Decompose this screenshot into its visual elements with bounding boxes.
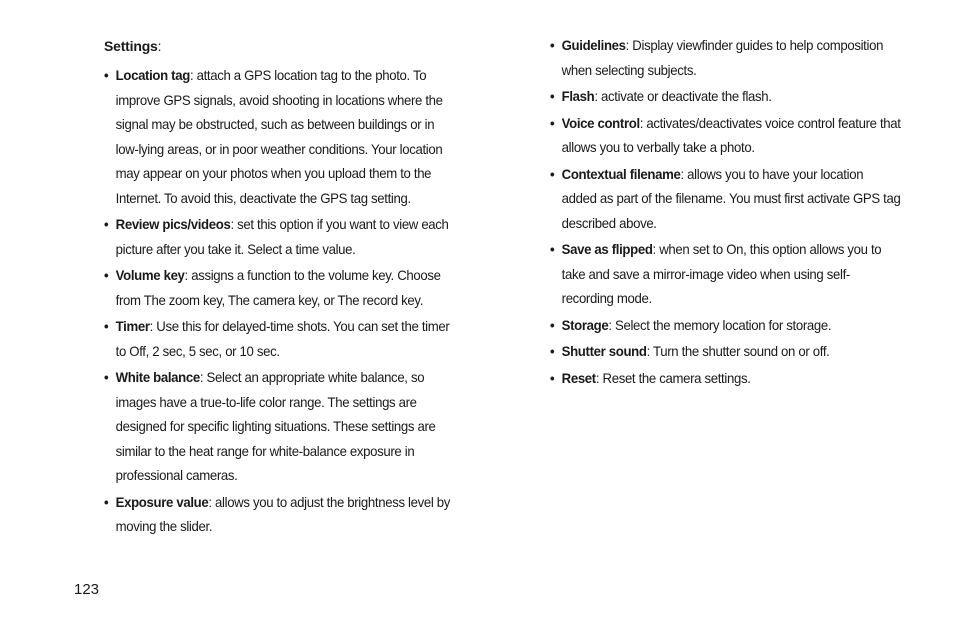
list-item-white-balance bbox=[104, 366, 455, 489]
item-description: : Select the memory location for storage. bbox=[608, 317, 832, 333]
bullet-icon: • bbox=[104, 217, 109, 232]
item-term: Shutter sound bbox=[561, 344, 647, 359]
item-term: Save as flipped bbox=[561, 242, 653, 257]
list-item-contextual-filename bbox=[550, 163, 901, 237]
item-term: White balance bbox=[115, 370, 200, 385]
item-term: Guidelines bbox=[561, 38, 626, 53]
item-description: : allows you to adjust the brightness level by moving the slider. bbox=[115, 494, 451, 534]
item-term: Storage bbox=[561, 317, 609, 333]
bullet-icon: • bbox=[550, 38, 555, 53]
bullet-icon: • bbox=[550, 166, 555, 182]
item-term: Location tag bbox=[115, 68, 190, 83]
bullet-icon: • bbox=[550, 344, 555, 359]
settings-heading bbox=[104, 34, 466, 58]
item-term: Volume key bbox=[115, 268, 185, 283]
bullet-icon: • bbox=[104, 319, 109, 334]
left-column bbox=[104, 34, 466, 542]
list-item-volume-key bbox=[104, 264, 455, 313]
item-description: : Display viewfinder guides to help composition when selecting subjects. bbox=[561, 38, 884, 78]
item-description: : Select an appropriate white balance, so images have a true-to-life color range. The settings are designed for specific lighting situations. These settings are similar to the heat range for white-balance exposure in professional cameras. bbox=[115, 370, 436, 483]
item-description: : Reset the camera settings. bbox=[595, 370, 751, 386]
item-term: Timer bbox=[115, 319, 150, 334]
list-item-guidelines bbox=[550, 34, 901, 83]
item-term: Contextual filename bbox=[561, 166, 681, 182]
bullet-icon: • bbox=[104, 494, 109, 510]
item-description: : allows you to have your location added as part of the filename. You must first activate GPS tag described above. bbox=[561, 166, 901, 231]
bullet-icon: • bbox=[104, 370, 109, 385]
item-term: Exposure value bbox=[115, 494, 209, 510]
bullet-icon: • bbox=[550, 242, 555, 257]
bullet-icon: • bbox=[104, 268, 109, 283]
list-item-shutter-sound bbox=[550, 340, 901, 365]
list-item-flash bbox=[550, 85, 901, 110]
list-item-storage bbox=[550, 314, 901, 339]
item-term: Voice control bbox=[561, 115, 640, 131]
item-term: Review pics/videos bbox=[115, 217, 231, 232]
list-item-location-tag bbox=[104, 64, 455, 211]
item-description: : Use this for delayed-time shots. You can set the timer to Off, 2 sec, 5 sec, or 10 sec. bbox=[115, 319, 450, 359]
item-description: : activates/deactivates voice control feature that allows you to verbally take a photo. bbox=[561, 115, 901, 155]
list-item-review-pics bbox=[104, 213, 455, 262]
list-item-timer bbox=[104, 315, 455, 364]
right-settings-list bbox=[550, 34, 912, 391]
item-description: : when set to On, this option allows you to take and save a mirror-image video when using self-recording mode. bbox=[561, 242, 882, 306]
list-item-reset bbox=[550, 367, 901, 392]
item-description: : set this option if you want to view each picture after you take it. Select a time value. bbox=[115, 217, 449, 257]
item-term: Reset bbox=[561, 370, 596, 386]
settings-heading-label: Settings bbox=[104, 38, 158, 54]
list-item-save-as-flipped bbox=[550, 238, 901, 312]
right-column bbox=[550, 34, 912, 393]
bullet-icon: • bbox=[550, 317, 555, 333]
left-settings-list bbox=[104, 64, 466, 540]
item-description: : assigns a function to the volume key. Choose from The zoom key, The camera key, or The record key. bbox=[115, 268, 441, 308]
item-description: : Turn the shutter sound on or off. bbox=[646, 344, 830, 359]
item-term: Flash bbox=[561, 89, 595, 104]
page-number: 123 bbox=[74, 581, 100, 598]
list-item-voice-control bbox=[550, 112, 901, 161]
bullet-icon: • bbox=[550, 370, 555, 386]
bullet-icon: • bbox=[104, 68, 109, 83]
settings-heading-colon: : bbox=[157, 38, 162, 54]
item-description: : activate or deactivate the flash. bbox=[594, 89, 772, 104]
bullet-icon: • bbox=[550, 115, 555, 131]
item-description: : attach a GPS location tag to the photo. To improve GPS signals, avoid shooting in locations where the signal may be obstructed, such as between buildings or in low-lying areas, or in poor weather conditions. Your location may appear on your photos when you upload them to the Internet. To avoid this, deactivate the GPS tag setting. bbox=[115, 68, 443, 206]
bullet-icon: • bbox=[550, 89, 555, 104]
list-item-exposure-value bbox=[104, 491, 455, 540]
